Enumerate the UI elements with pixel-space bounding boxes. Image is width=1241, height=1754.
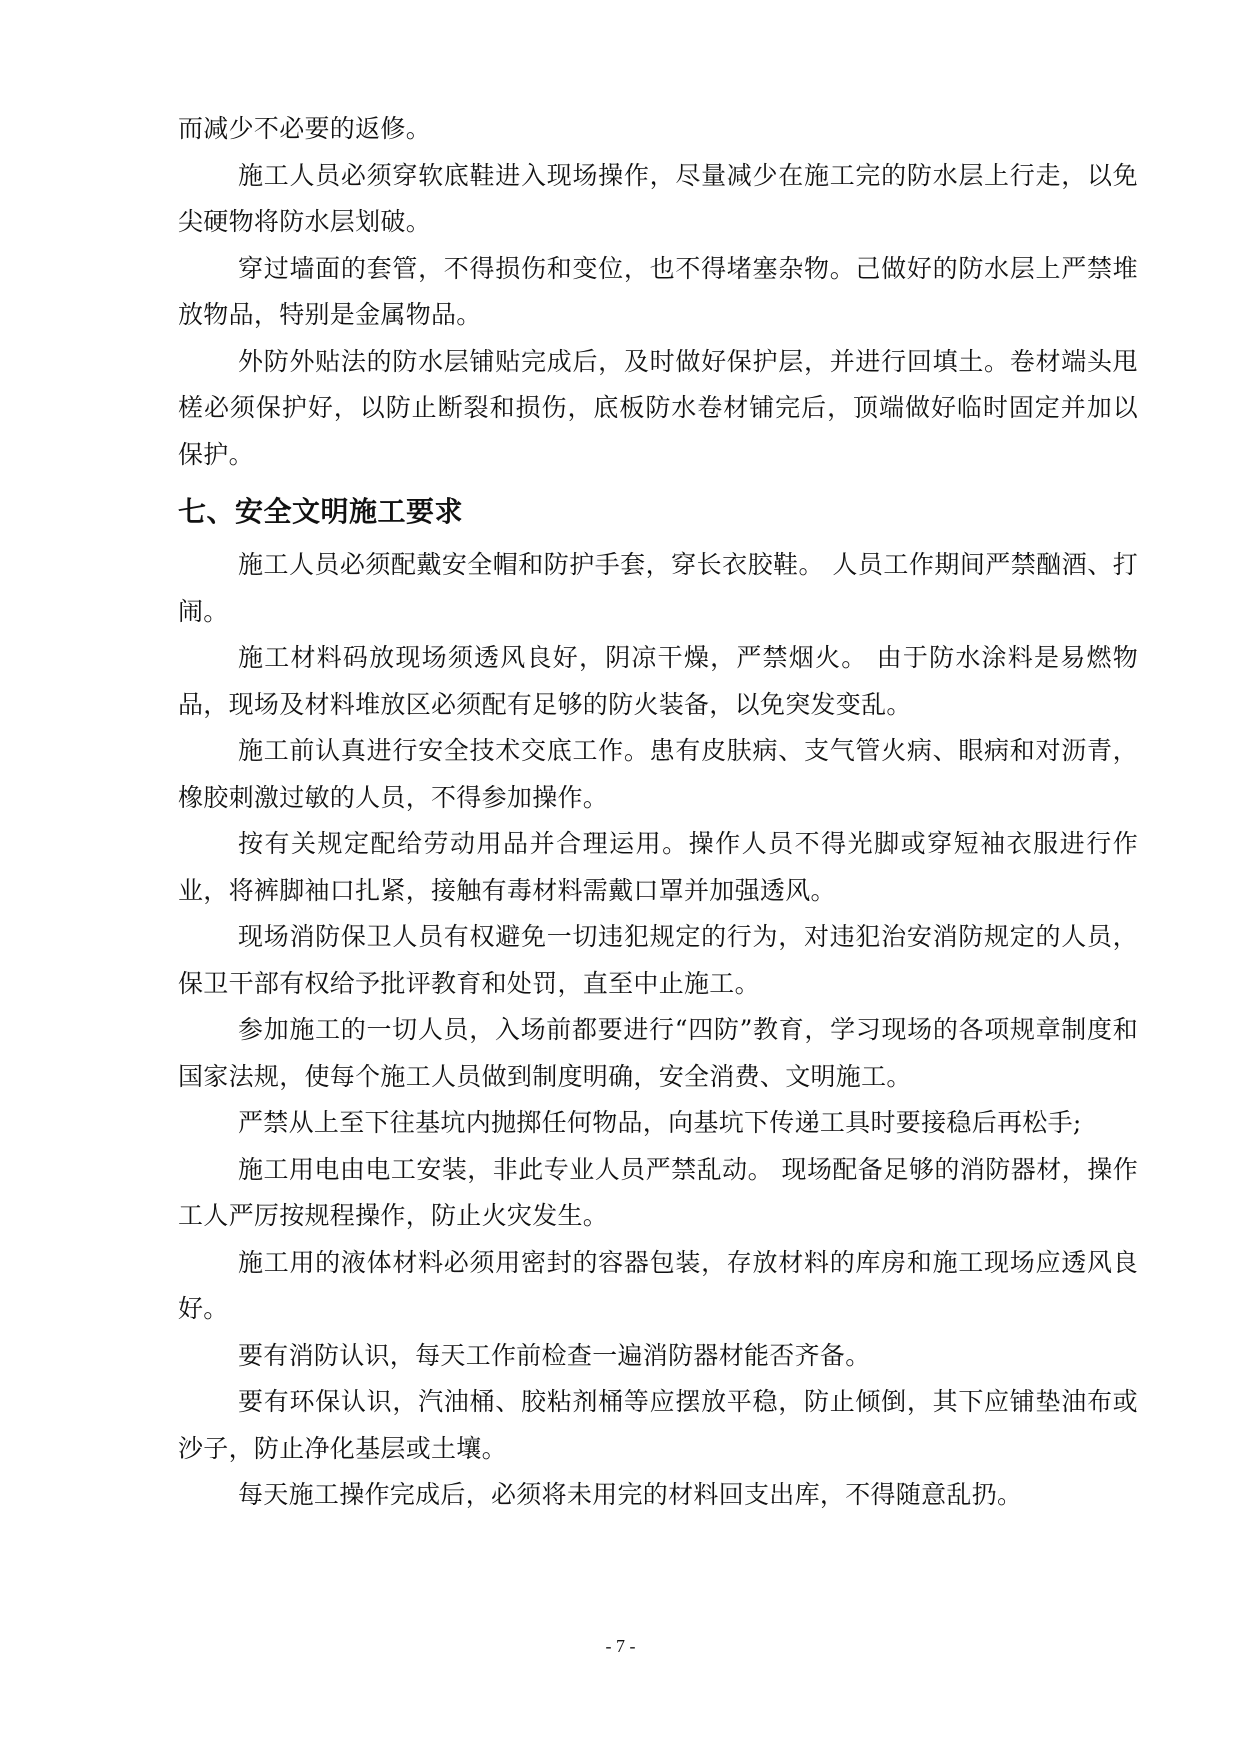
paragraph-liquid-materials: 施工用的液体材料必须用密封的容器包装，存放材料的库房和施工现场应透风良好。 [178, 1247, 1138, 1323]
paragraph-casing-pipe: 穿过墙面的套管，不得损伤和变位，也不得堵塞杂物。己做好的防水层上严禁堆放物品，特别是金属物品。 [178, 253, 1138, 329]
paragraph-labor-supplies: 按有关规定配给劳动用品并合理运用。操作人员不得光脚或穿短袖衣服进行作业，将裤脚袖口扎紧，接触有毒材料需戴口罩并加强透风。 [178, 829, 1138, 905]
section-heading: 七、安全文明施工要求 [178, 495, 464, 528]
paragraph-safety-briefing: 施工前认真进行安全技术交底工作。患有皮肤病、支气管火病、眼病和对沥青，橡胶刺激过敏的人员，不得参加操作。 [178, 736, 1138, 812]
paragraph-soft-shoes: 施工人员必须穿软底鞋进入现场操作，尽量减少在施工完的防水层上行走，以免尖硬物将防水层划破。 [178, 160, 1138, 236]
paragraph-environment: 要有环保认识，汽油桶、胶粘剂桶等应摆放平稳，防止倾倒，其下应铺垫油布或沙子，防止净化基层或土壤。 [178, 1387, 1138, 1463]
page-body [178, 106, 1138, 1519]
paragraph-fire-security: 现场消防保卫人员有权避免一切违犯规定的行为，对违犯治安消防规定的人员，保卫干部有权给予批评教育和处罚，直至中止施工。 [178, 922, 1138, 998]
paragraph-no-throwing: 严禁从上至下往基坑内抛掷任何物品，向基坑下传递工具时要接稳后再松手; [238, 1108, 1082, 1137]
paragraph-electricity: 施工用电由电工安装，非此专业人员严禁乱动。 现场配备足够的消防器材，操作工人严厉按规程操作，防止火灾发生。 [178, 1154, 1138, 1230]
paragraph-return-materials: 每天施工操作完成后，必须将未用完的材料回支出库，不得随意乱扔。 [238, 1480, 1023, 1509]
paragraph-material-storage: 施工材料码放现场须透风良好，阴凉干燥，严禁烟火。 由于防水涂料是易燃物品，现场及材料堆放区必须配有足够的防火装备，以免突发变乱。 [178, 643, 1138, 719]
page-number: - 7 - [605, 1636, 636, 1656]
paragraph-safety-helmet: 施工人员必须配戴安全帽和防护手套，穿长衣胶鞋。 人员工作期间严禁酗酒、打闹。 [178, 550, 1138, 626]
paragraph-fire-awareness: 要有消防认识，每天工作前检查一遍消防器材能否齐备。 [238, 1340, 871, 1370]
paragraph-continuation: 而减少不必要的返修。 [178, 114, 432, 143]
paragraph-four-prevention: 参加施工的一切人员，入场前都要进行“四防”教育，学习现场的各项规章制度和国家法规，使每个施工人员做到制度明确，安全消费、文明施工。 [178, 1015, 1138, 1091]
paragraph-backfill: 外防外贴法的防水层铺贴完成后，及时做好保护层，并进行回填土。卷材端头甩槎必须保护好，以防止断裂和损伤，底板防水卷材铺完后，顶端做好临时固定并加以保护。 [178, 346, 1138, 469]
